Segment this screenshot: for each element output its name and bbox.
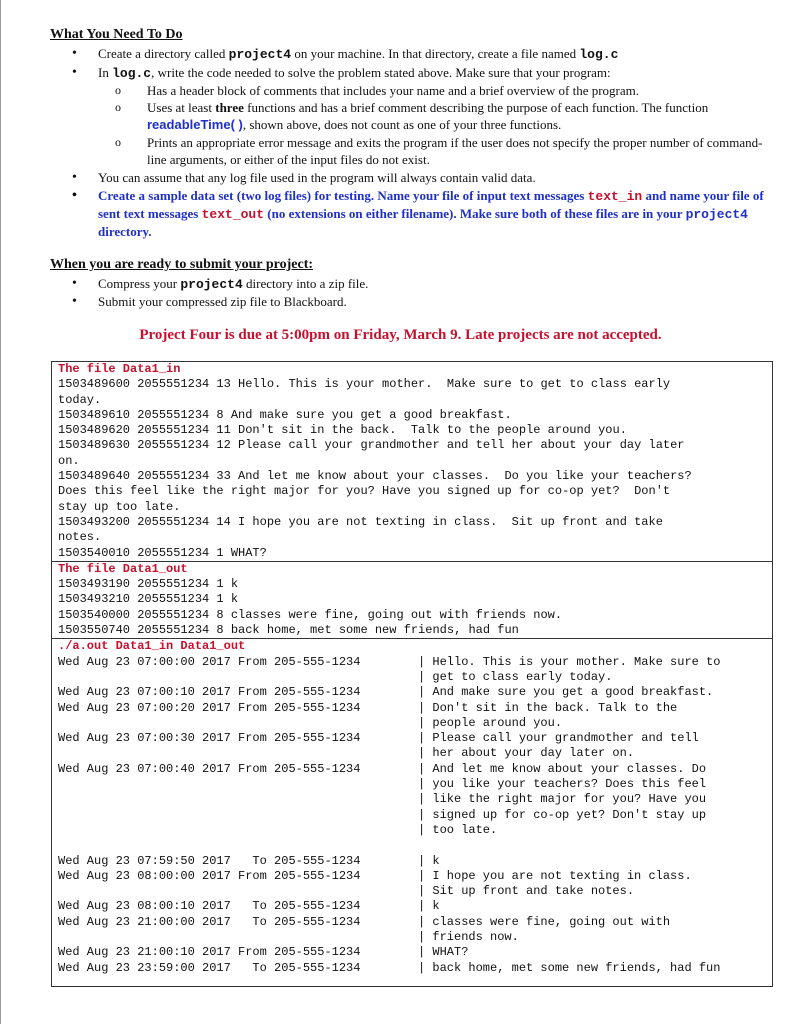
output-row: [52, 823, 772, 838]
output-timestamp: [52, 792, 418, 807]
log-line: 1503489600 2055551234 13 Hello. This is your mother. Make sure to get to class early: [58, 377, 671, 392]
output-timestamp: [52, 746, 418, 761]
output-row: [52, 915, 772, 930]
bullet-submit-blackboard: • Submit your compressed zip file to Blackboard.: [72, 294, 347, 309]
output-row: [52, 762, 772, 777]
section-heading-submit: When you are ready to submit your project:: [50, 257, 314, 272]
output-row: [52, 899, 772, 914]
output-row: [52, 884, 772, 899]
output-timestamp: Wed Aug 23 23:59:00 2017 To 205-555-1234: [58, 960, 361, 975]
subbullet-circle: o: [115, 100, 121, 114]
output-timestamp: Wed Aug 23 07:00:00 2017 From 205-555-1234: [58, 654, 361, 669]
subbullet-circle: o: [115, 135, 121, 149]
output-timestamp: [52, 670, 418, 685]
log-line: 1503493210 2055551234 1 k: [58, 592, 239, 607]
log-line: 1503489630 2055551234 12 Please call your grandmother and tell her about your day later: [58, 438, 685, 453]
output-message: | back home, met some new friends, had fun: [418, 960, 721, 975]
output-row: [52, 746, 772, 761]
bullet-dot: •: [72, 170, 77, 185]
output-message: | classes were fine, going out with: [418, 914, 671, 929]
bullet-dot: •: [72, 65, 77, 80]
output-message: | signed up for co-op yet? Don't stay up: [418, 807, 707, 822]
output-timestamp: [52, 884, 418, 899]
output-row: [52, 777, 772, 792]
subbullet-circle: o: [115, 83, 121, 97]
log-line: stay up too late.: [58, 499, 181, 514]
subbullet-header-comments: o Has a header block of comments that includes your name and a brief overview of the program.: [115, 83, 640, 98]
log-line: 1503489610 2055551234 8 And make sure you get a good breakfast.: [58, 407, 512, 422]
section-heading-need: What You Need To Do: [50, 27, 183, 42]
output-timestamp: Wed Aug 23 08:00:10 2017 To 205-555-1234: [58, 899, 361, 914]
output-message: | k: [418, 899, 440, 914]
log-line: today.: [58, 392, 102, 407]
output-timestamp: Wed Aug 23 07:00:40 2017 From 205-555-1234: [58, 761, 361, 776]
output-timestamp: [52, 930, 418, 945]
output-message: | I hope you are not texting in class.: [418, 868, 692, 883]
output-message: | Please call your grandmother and tell: [418, 731, 699, 746]
bullet-compress: • Compress your project4 directory into a zip file.: [72, 276, 369, 292]
bullet-dot: •: [72, 276, 77, 291]
log-line: notes.: [58, 530, 102, 545]
output-timestamp: Wed Aug 23 07:00:20 2017 From 205-555-1234: [58, 700, 361, 715]
bullet-dot: •: [72, 294, 77, 309]
output-message: | you like your teachers? Does this feel: [418, 777, 707, 792]
log-line: 1503493200 2055551234 14 I hope you are not texting in class. Sit up front and take: [58, 514, 663, 529]
subbullet-error-message: o Prints an appropriate error message and exits the program if the user does not specify the proper number of command-line arguments, or either of the input files do not exist.: [115, 135, 763, 167]
bullet-dot: •: [72, 188, 77, 203]
output-row: [52, 930, 772, 945]
run-command-header: ./a.out Data1_in Data1_out: [58, 639, 246, 654]
bullet-sample-data: • Create a sample data set (two log files) for testing. Name your file of input text messages text_in and name your file of sent text messages text_out (no extensions on either filename). Make sure both of these files are in your project4 directory.: [72, 188, 764, 239]
output-timestamp: Wed Aug 23 07:59:50 2017 To 205-555-1234: [58, 853, 361, 868]
log-line: 1503489620 2055551234 11 Don't sit in the back. Talk to the people around you.: [58, 423, 627, 438]
output-row: [52, 670, 772, 685]
output-timestamp: Wed Aug 23 21:00:10 2017 From 205-555-1234: [58, 945, 361, 960]
output-row: [52, 685, 772, 700]
sample-files-box: [51, 361, 773, 987]
output-timestamp: Wed Aug 23 21:00:00 2017 To 205-555-1234: [58, 914, 361, 929]
output-timestamp: [52, 823, 418, 838]
output-row: [52, 716, 772, 731]
output-row: [52, 701, 772, 716]
output-row: [52, 869, 772, 884]
log-line: on.: [58, 453, 80, 468]
output-message: | friends now.: [418, 929, 519, 944]
output-message: | get to class early today.: [418, 669, 613, 684]
output-row: [52, 655, 772, 670]
output-timestamp: [52, 808, 418, 823]
output-row: [52, 854, 772, 869]
data-in-lines: [52, 377, 772, 561]
data-out-header: The file Data1_out: [58, 561, 188, 576]
bullet-create-directory: • Create a directory called project4 on your machine. In that directory, create a file named log.c: [72, 46, 619, 62]
due-date-notice: Project Four is due at 5:00pm on Friday, March 9. Late projects are not accepted.: [139, 327, 662, 343]
output-message: | And make sure you get a good breakfast.: [418, 685, 714, 700]
log-line: 1503540010 2055551234 1 WHAT?: [58, 545, 267, 560]
output-timestamp: Wed Aug 23 07:00:30 2017 From 205-555-1234: [58, 731, 361, 746]
output-message: | Don't sit in the back. Talk to the: [418, 700, 678, 715]
output-message: | her about your day later on.: [418, 746, 635, 761]
data-out-lines: [52, 577, 772, 638]
output-row: [52, 961, 772, 976]
output-row: [52, 792, 772, 807]
output-message: | Hello. This is your mother. Make sure to: [418, 654, 721, 669]
log-line: 1503489640 2055551234 33 And let me know about your classes. Do you like your teachers?: [58, 469, 692, 484]
output-timestamp: Wed Aug 23 08:00:00 2017 From 205-555-1234: [58, 868, 361, 883]
output-row: [52, 945, 772, 960]
log-line: Does this feel like the right major for you? Have you signed up for co-op yet? Don't: [58, 484, 671, 499]
program-output: [52, 655, 772, 976]
output-timestamp: [52, 777, 418, 792]
output-row: [52, 808, 772, 823]
output-message: | people around you.: [418, 715, 563, 730]
log-line: 1503540000 2055551234 8 classes were fine, going out with friends now.: [58, 607, 563, 622]
output-message: | too late.: [418, 822, 498, 837]
bullet-write-code: • In log.c, write the code needed to solve the problem stated above. Make sure that your program:: [72, 65, 611, 81]
bullet-valid-data: • You can assume that any log file used in the program will always contain valid data.: [72, 170, 536, 185]
output-message: | WHAT?: [418, 945, 469, 960]
output-message: | like the right major for you? Have you: [418, 792, 707, 807]
page-left-edge: [0, 0, 1, 1024]
log-line: 1503550740 2055551234 8 back home, met some new friends, had fun: [58, 623, 519, 638]
output-timestamp: Wed Aug 23 07:00:10 2017 From 205-555-1234: [58, 685, 361, 700]
output-message: | And let me know about your classes. Do: [418, 761, 707, 776]
log-line: 1503493190 2055551234 1 k: [58, 577, 239, 592]
output-blank-row: [52, 838, 772, 853]
output-message: | k: [418, 853, 440, 868]
subbullet-three-functions: o Uses at least three functions and has a brief comment describing the purpose of each function. The function readableTime( ), shown above, does not count as one of your three functions.: [115, 100, 709, 132]
output-timestamp: [52, 716, 418, 731]
output-row: [52, 731, 772, 746]
bullet-dot: •: [72, 46, 77, 61]
data-in-header: The file Data1_in: [58, 362, 181, 376]
output-message: | Sit up front and take notes.: [418, 884, 635, 899]
